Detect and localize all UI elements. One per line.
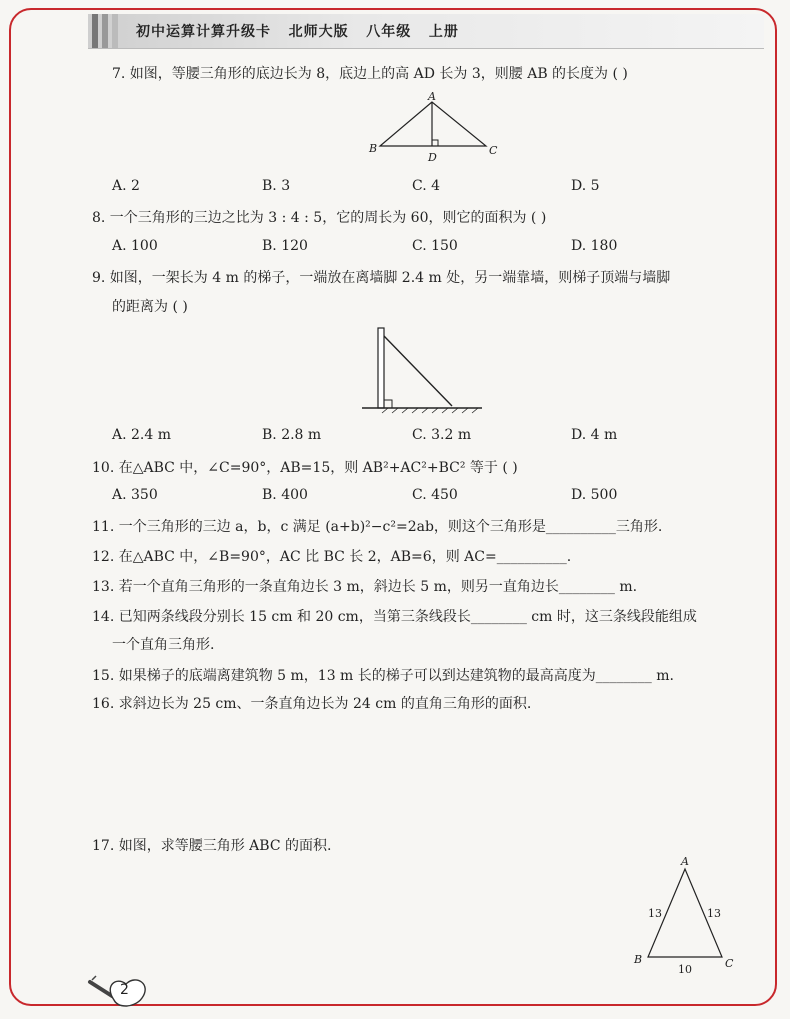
- q7-text: 7. 如图，等腰三角形的底边长为 8，底边上的高 AD 长为 3，则腰 AB 的长度为 ( ): [112, 66, 628, 82]
- q17-label-c: C: [725, 957, 734, 970]
- q9-option-d: D. 4 m: [571, 427, 618, 443]
- q17-left-side-length: 13: [648, 907, 662, 920]
- q15-text: 15. 如果梯子的底端离建筑物 5 m，13 m 长的梯子可以到达建筑物的最高高度为________ m.: [92, 668, 674, 684]
- header-marks: [92, 14, 118, 48]
- q10-text: 10. 在△ABC 中，∠C=90°，AB=15，则 AB²+AC²+BC² 等于 ( ): [92, 460, 518, 476]
- q9-text-line1: 9. 如图，一架长为 4 m 的梯子，一端放在离墙脚 2.4 m 处，另一端靠墙，则梯子顶端与墙脚: [92, 270, 671, 286]
- q7-label-a: A: [428, 92, 436, 103]
- q8-option-a: A. 100: [112, 238, 158, 254]
- q7-option-b: B. 3: [262, 178, 291, 194]
- q10-option-c: C. 450: [412, 487, 458, 503]
- q9-option-b: B. 2.8 m: [262, 427, 322, 443]
- q17-right-side-length: 13: [707, 907, 721, 920]
- q7-label-b: B: [369, 142, 378, 155]
- header-title: 初中运算计算升级卡 北师大版 八年级 上册: [136, 24, 459, 40]
- q10-option-d: D. 500: [571, 487, 618, 503]
- q7-option-a: A. 2: [112, 178, 140, 194]
- q8-option-c: C. 150: [412, 238, 458, 254]
- q8-option-d: D. 180: [571, 238, 618, 254]
- q9-text-line2: 的距离为 ( ): [112, 299, 188, 315]
- q16-text: 16. 求斜边长为 25 cm、一条直角边长为 24 cm 的直角三角形的面积.: [92, 696, 532, 712]
- q7-option-c: C. 4: [412, 178, 441, 194]
- q7-figure: [368, 92, 508, 164]
- q8-text: 8. 一个三角形的三边之比为 3 : 4 : 5，它的周长为 60，则它的面积为 ( ): [92, 210, 547, 226]
- q17-label-a: A: [681, 855, 689, 868]
- q9-option-a: A. 2.4 m: [112, 427, 172, 443]
- q9-option-c: C. 3.2 m: [412, 427, 472, 443]
- q9-ladder-figure: [358, 322, 488, 414]
- q13-text: 13. 若一个直角三角形的一条直角边长 3 m，斜边长 5 m，则另一直角边长________ m.: [92, 579, 638, 595]
- q17-base-length: 10: [678, 963, 692, 976]
- q14-text-line1: 14. 已知两条线段分别长 15 cm 和 20 cm，当第三条线段长________ cm 时，这三条线段能组成: [92, 609, 697, 625]
- q11-text: 11. 一个三角形的三边 a，b，c 满足 (a+b)²−c²=2ab，则这个三角形是__________三角形.: [92, 519, 663, 535]
- q17-label-b: B: [634, 953, 643, 966]
- q12-text: 12. 在△ABC 中，∠B=90°，AC 比 BC 长 2，AB=6，则 AC=__________.: [92, 549, 572, 565]
- q10-option-b: B. 400: [262, 487, 308, 503]
- q8-option-b: B. 120: [262, 238, 308, 254]
- q17-text: 17. 如图，求等腰三角形 ABC 的面积.: [92, 838, 332, 854]
- q14-text-line2: 一个直角三角形.: [112, 637, 215, 653]
- page-number: 2: [120, 982, 129, 998]
- q7-option-d: D. 5: [571, 178, 600, 194]
- q10-option-a: A. 350: [112, 487, 158, 503]
- q17-triangle-figure: [630, 855, 740, 979]
- q7-label-c: C: [489, 144, 498, 157]
- q7-label-d: D: [428, 151, 437, 164]
